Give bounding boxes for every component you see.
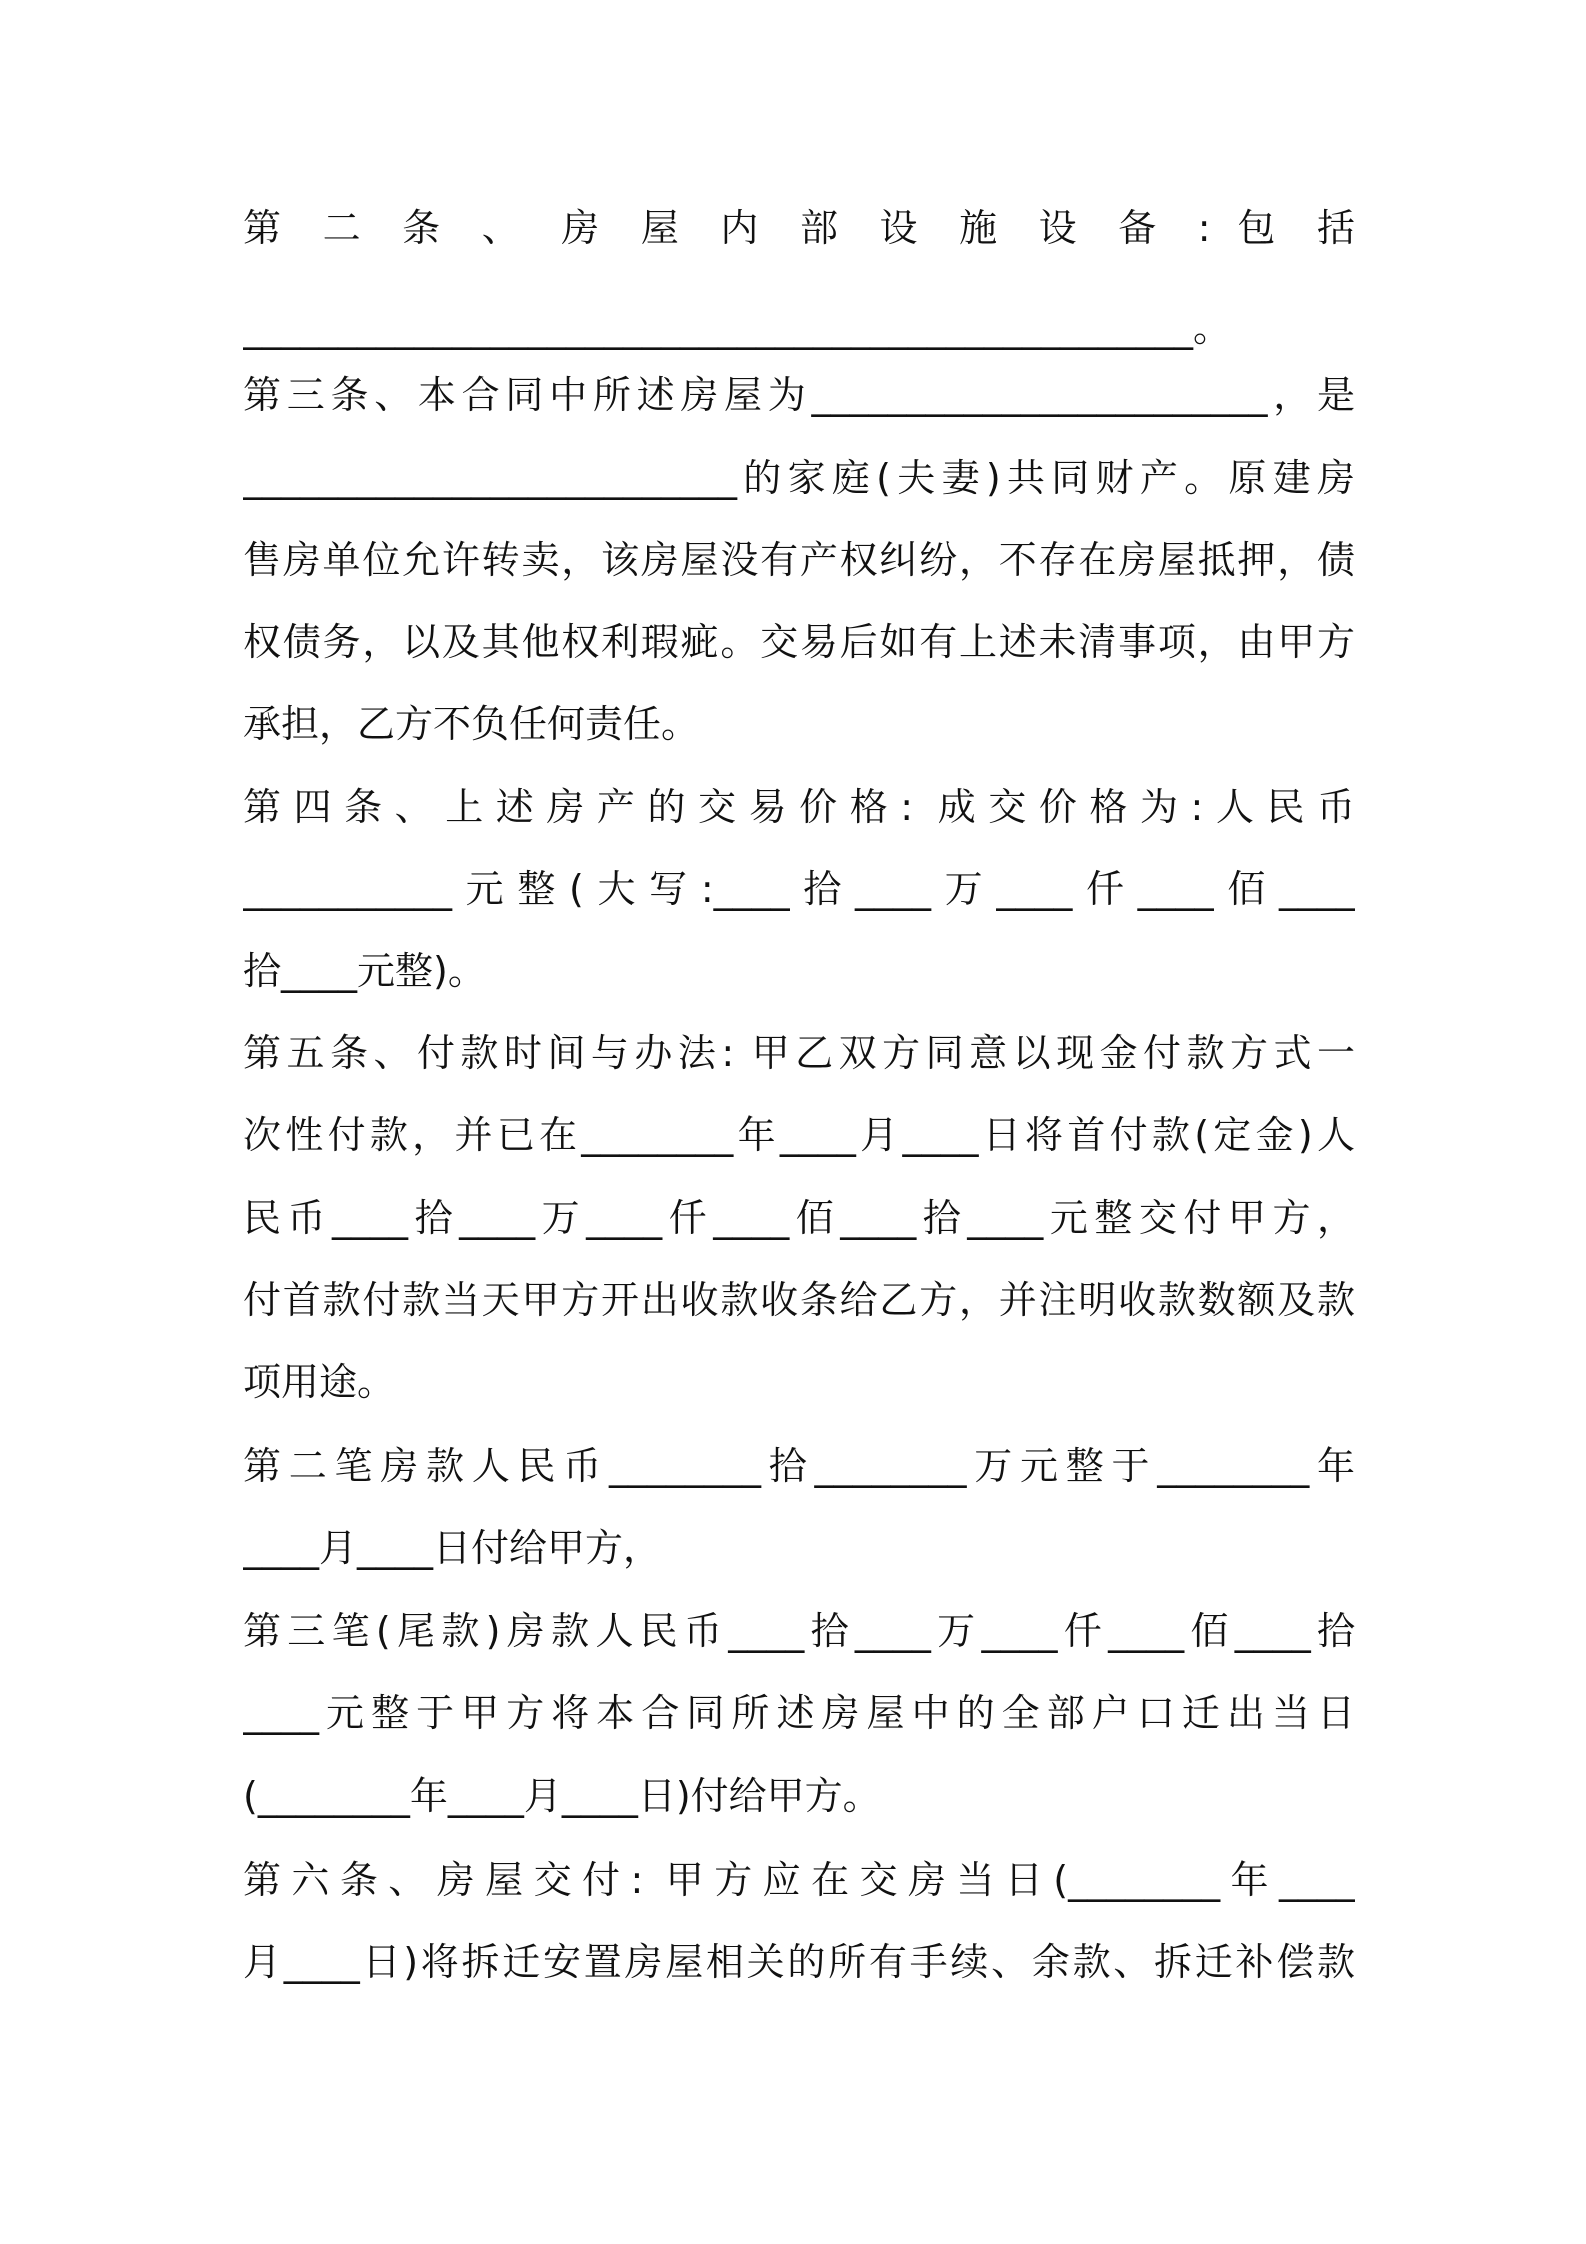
second-payment-line-1: 第二笔房款人民币________拾________万元整于________年	[243, 1444, 1355, 1488]
article-5-line-2: 次性付款，并已在________年____月____日将首付款(定金)人	[243, 1113, 1355, 1157]
article-5-line-3: 民币____拾____万____仟____佰____拾____元整交付甲方，	[243, 1196, 1355, 1240]
article-3-line-5: 承担，乙方不负任何责任。	[243, 702, 700, 746]
article-6-line-1: 第六条、房屋交付: 甲方应在交房当日(________年____	[243, 1858, 1355, 1902]
article-3-line-4: 权债务，以及其他权利瑕疵。交易后如有上述未清事项，由甲方	[243, 620, 1355, 664]
article-5-line-5: 项用途。	[243, 1360, 396, 1404]
article-4-line-2: ___________元整(大写:____拾____万____仟____佰____	[243, 867, 1355, 911]
article-5-line-1: 第五条、付款时间与办法: 甲乙双方同意以现金付款方式一	[243, 1031, 1355, 1075]
article-3-line-3: 售房单位允许转卖，该房屋没有产权纠纷，不存在房屋抵押，债	[243, 538, 1355, 582]
article-4-line-1: 第四条、上述房产的交易价格: 成交价格为:人民币	[243, 785, 1355, 829]
article-6-line-2: 月____日)将拆迁安置房屋相关的所有手续、余款、拆迁补偿款	[243, 1940, 1355, 1984]
article-3-line-1: 第三条、本合同中所述房屋为________________________，是	[243, 373, 1355, 417]
article-2-blank-line: __________________________________________________。	[243, 306, 1232, 350]
article-4-line-3: 拾____元整)。	[243, 949, 486, 993]
article-5-line-4: 付首款付款当天甲方开出收款收条给乙方，并注明收款数额及款	[243, 1278, 1355, 1322]
article-2-heading: 第 二 条 、 房 屋 内 部 设 施 设 备 : 包 括	[243, 206, 1355, 250]
third-payment-line-1: 第三笔(尾款)房款人民币____拾____万____仟____佰____拾	[243, 1609, 1355, 1653]
third-payment-line-2: ____元整于甲方将本合同所述房屋中的全部户口迁出当日	[243, 1691, 1355, 1735]
second-payment-line-2: ____月____日付给甲方，	[243, 1526, 662, 1570]
third-payment-line-3: (________年____月____日)付给甲方。	[243, 1774, 881, 1818]
article-3-line-2: __________________________的家庭(夫妻)共同财产。原建房	[243, 456, 1355, 500]
